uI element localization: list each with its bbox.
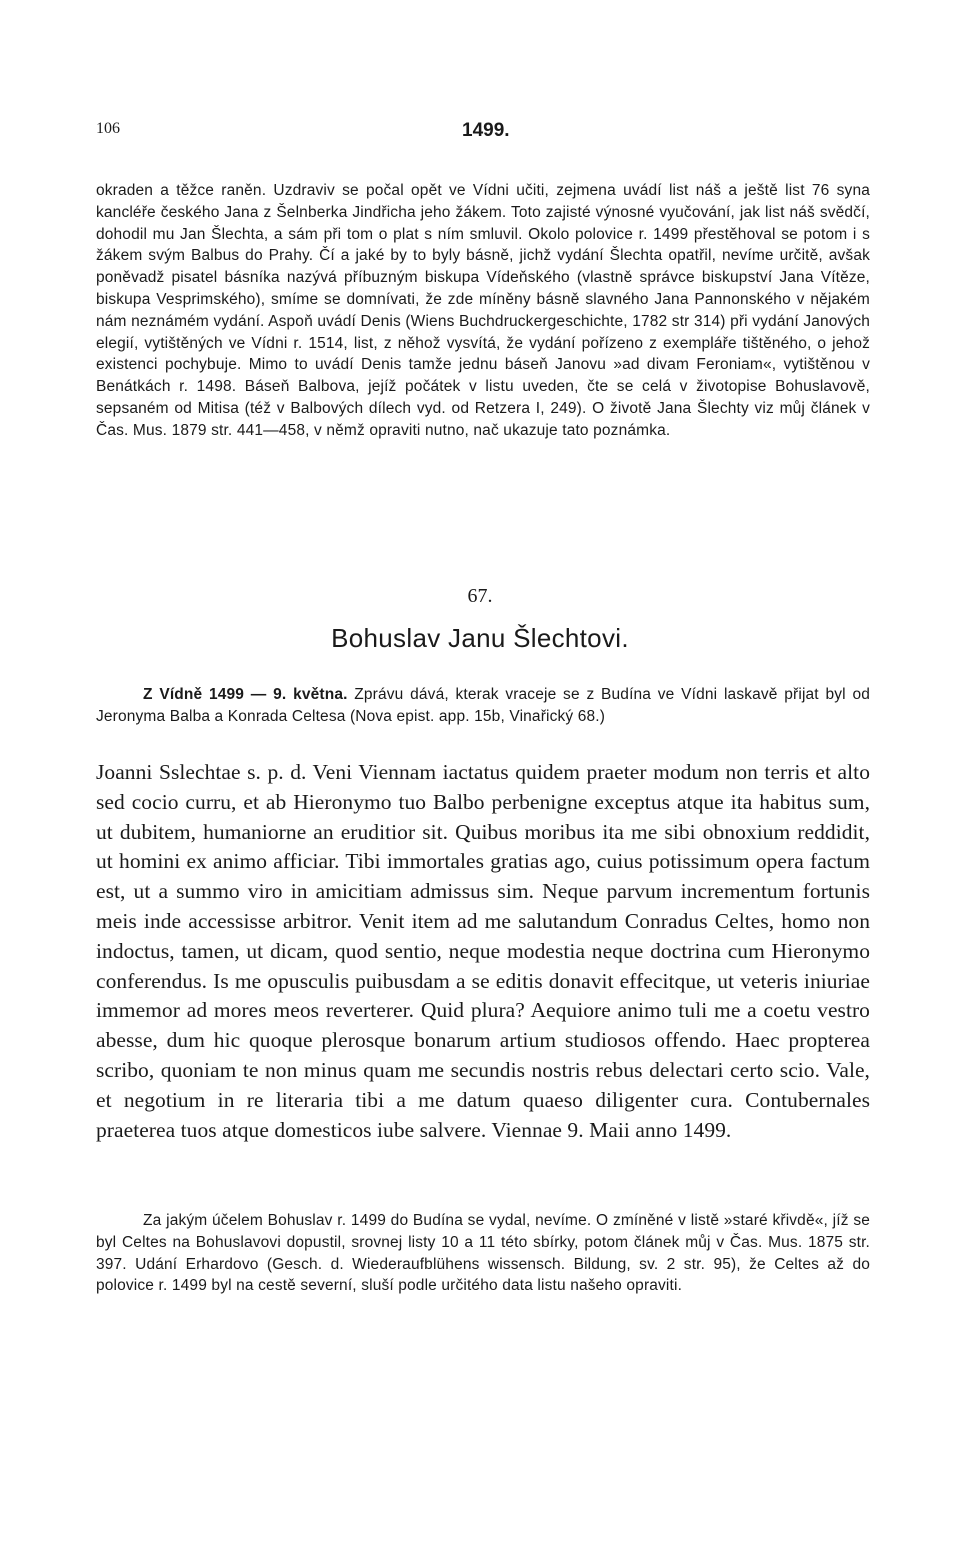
letter-header-note [96, 684, 870, 728]
running-title-year: 1499. [462, 120, 510, 141]
running-head [96, 120, 870, 144]
letter-body-latin: Joanni Sslechtae s. p. d. Veni Viennam iactatus quidem praeter modum non terris et alto sed cocio curru, et ab Hieronymo tuo Balbo perbenigne exceptus atque ita habitus sum, ut dubitem, humaniorne an eruditior sit. Quibus moribus ita me sibi obnoxium reddidit, ut homini ex animo afficiar. Tibi immortales gratias ago, cuius potissimum opera factum est, ut a summo viro in amicitiam admissus sim. Neque parvum incrementum fortunis meis inde accessisse arbitror. Venit item ad me salutandum Conradus Celtes, homo non indoctus, tamen, ut dicam, quod sentio, neque modestia neque doctrina cum Hieronymo conferendus. Is me opusculis puibusdam a se editis donavit effecitque, ut veteris iniuriae immemor ad mores meos reverterer. Quid plura? Aequiore animo tuli me a coetu vestro abesse, dum hic quoque plerosque bonarum artium studiosos offendo. Haec propterea scribo, quoniam te non minus quam me secundis nostris rebus delectari certo scio. Vale, et negotium in re literaria tibi a me datum quaeso diligenter cura. Contubernales praeterea tuos atque domesticos iube salvere. Viennae 9. Maii anno 1499. [96, 760, 870, 1142]
previous-letter-note: okraden a těžce raněn. Uzdraviv se počal opět ve Vídni učiti, zejmena uvádí list náš a ještě list 76 syna kancléře českého Jana z Šelnberka Jindřicha jeho žákem. Toto zajisté výnosné vyučování, jak list náš svědčí, dohodil mu Jan Šlechta, a sám při tom o plat s ním smluvil. Okolo polovice r. 1499 přestěhoval se potom i s žákem svým Balbus do Prahy. Čí a jaké by to byly básně, jichž vydání Šlechta opatřil, nevíme určitě, avšak poněvadž pisatel básníka nazývá příbuzným biskupa Vídeňského (vlastně správce biskupství Jana Vítěze, biskupa Vesprimského), smíme se domnívati, že zde míněny básně slavného Jana Pannonského v nějakém nám neznámém vydání. Aspoň uvádí Denis (Wiens Buchdruckergeschichte, 1782 str 314) při vydání Janových elegií, vytištěných ve Vídni r. 1514, list, z něhož vysvítá, že vydání pořízeno z exempláře tištěného, o jehož existenci pochybuje. Mimo to uvádí Denis tamže jednu báseň Janovu »ad divam Feroniam«, vytištěnou v Benátkách r. 1498. Báseň Balbova, jejíž počátek v listu uveden, čte se celá v životopise Bohuslavově, sepsaném od Mitisa (též v Balbových dílech vyd. od Retzera I, 249). O životě Jana Šlechty viz můj článek v Čas. Mus. 1879 str. 441—458, v němž opraviti nutno, nač ukazuje tato poznámka. [96, 182, 870, 439]
letter-summary: Zprávu dává, kterak vraceje se z Budína ve Vídni laskavě přijat byl od Jeronyma Balba a Konrada Celtesa (Nova epist. app. 15b, Vinařický 68.) [96, 686, 870, 725]
page-number: 106 [96, 120, 120, 137]
editorial-footnote: Za jakým účelem Bohuslav r. 1499 do Budína se vydal, nevíme. O zmíněné v listě »staré křivdě«, jíž se byl Celtes na Bohuslavovi dopustil, srovnej listy 10 a 11 této sbírky, potom článek můj v Čas. Mus. 1875 str. 397. Udání Erhardovo (Gesch. d. Wiederaufblühens wissensch. Bildung, sv. 2 str. 95), že Celtes až do polovice r. 1499 byl na cestě severní, sluší podle určitého data listu našeho opraviti. [96, 1212, 870, 1295]
letter-dateline: Z Vídně 1499 — 9. května. [143, 686, 348, 703]
letter-number: 67. [467, 585, 493, 607]
letter-title: Bohuslav Janu Šlechtovi. [331, 623, 629, 653]
